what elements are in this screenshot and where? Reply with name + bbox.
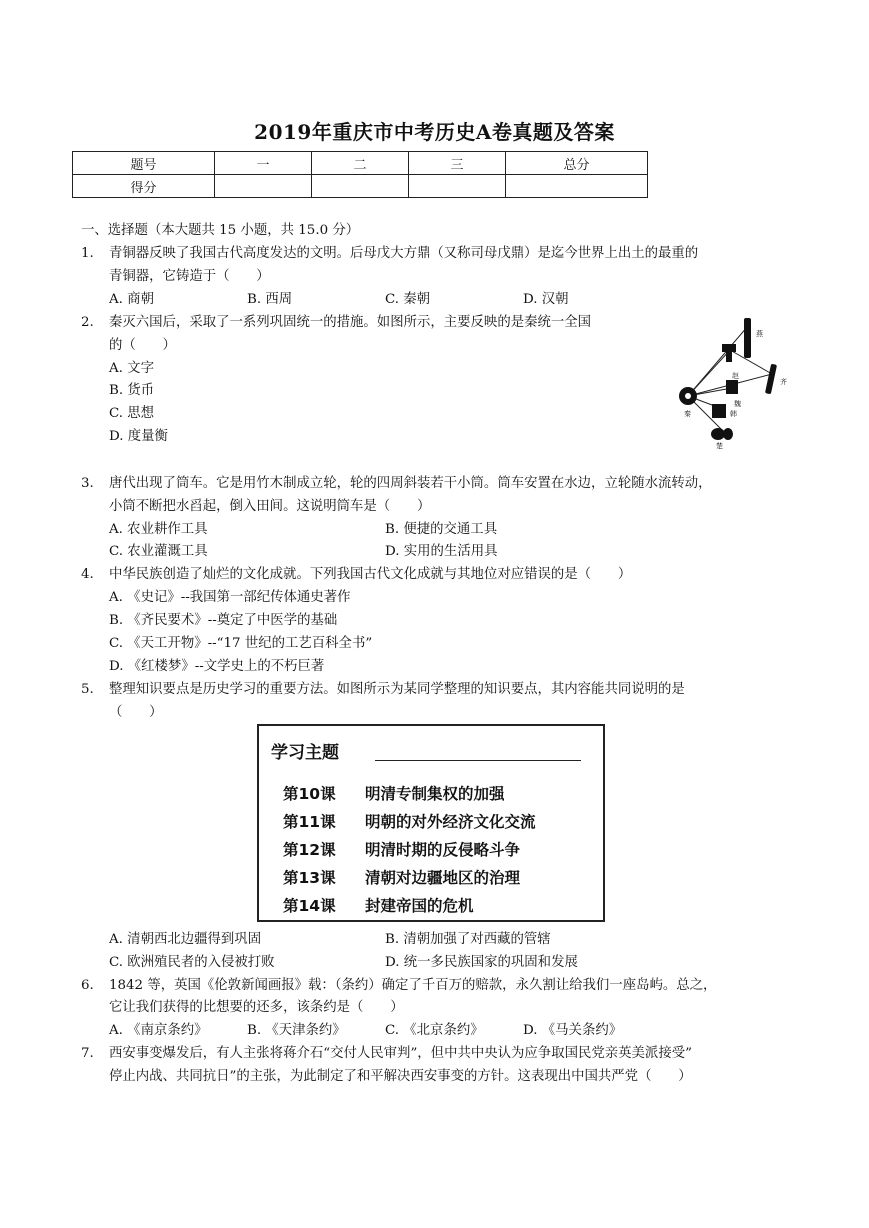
score-header-cell: 一 xyxy=(215,152,312,175)
option-d: D. 实用的生活用具 xyxy=(385,544,498,559)
option-a: A. 文字 xyxy=(109,361,154,376)
question-text: 中华民族创造了灿烂的文化成就。下列我国古代文化成就与其地位对应错误的是（ ） xyxy=(109,567,632,582)
option-b: B. 西周 xyxy=(247,292,293,307)
lesson-number: 第13课 xyxy=(283,869,336,887)
lesson-number: 第11课 xyxy=(283,813,336,831)
option-c: C. 《北京条约》 xyxy=(385,1023,484,1038)
score-row-label: 得分 xyxy=(73,175,215,198)
question-text: 停止内战、共同抗日”的主张，为此制定了和平解决西安事变的方针。这表现出中国共严党（ ） xyxy=(109,1069,692,1084)
question-text: 1842 等，英国《伦敦新闻画报》载：（条约）确定了千百万的赔款，永久割让给我们一座岛屿。总之， xyxy=(109,978,717,993)
lesson-title: 封建帝国的危机 xyxy=(365,897,474,915)
lesson-number: 第14课 xyxy=(283,897,336,915)
option-a: A. 清朝西北边疆得到巩固 xyxy=(109,932,262,947)
option-a: A. 《史记》--我国第一部纪传体通史著作 xyxy=(109,590,351,605)
section-heading: 一、选择题（本大题共 15 小题，共 15.0 分） xyxy=(81,223,360,238)
lesson-row xyxy=(283,838,520,860)
question-text: 的（ ） xyxy=(109,338,176,353)
question-text: 小筒不断把水舀起，倒入田间。这说明筒车是（ ） xyxy=(109,499,431,514)
option-a: A. 商朝 xyxy=(109,292,154,307)
question-text: 秦灭六国后，采取了一系列巩固统一的措施。如图所示，主要反映的是秦统一全国 xyxy=(109,315,592,330)
question-number: 1. xyxy=(81,246,94,261)
question-text: 它让我们获得的比想要的还多，该条约是（ ） xyxy=(109,1000,404,1015)
lesson-title: 明清专制集权的加强 xyxy=(365,785,505,803)
option-d: D. 度量衡 xyxy=(109,429,168,444)
option-c: C. 欧洲殖民者的入侵被打败 xyxy=(109,955,275,970)
lesson-title: 明清时期的反侵略斗争 xyxy=(365,841,521,859)
option-c: C. 《天工开物》--“17 世纪的工艺百科全书” xyxy=(109,636,373,651)
figure-heading: 学习主题 xyxy=(271,743,339,763)
lesson-title: 明朝的对外经济文化交流 xyxy=(365,813,536,831)
lesson-row xyxy=(283,782,505,804)
lesson-number: 第10课 xyxy=(283,785,336,803)
option-d: D. 《马关条约》 xyxy=(523,1023,623,1038)
score-table-header-row xyxy=(73,152,648,175)
question-number: 2. xyxy=(81,315,94,330)
question-number: 6. xyxy=(81,978,94,993)
figure-label: 韩 xyxy=(730,410,737,418)
score-cell xyxy=(409,175,506,198)
question-text: 西安事变爆发后，有人主张将蒋介石“交付人民审判”，但中共中央认为应争取国民党亲英美派接受” xyxy=(109,1046,692,1061)
question-text: （ ） xyxy=(109,705,163,720)
option-c: C. 思想 xyxy=(109,406,155,421)
option-b: B. 《齐民要术》--奠定了中医学的基础 xyxy=(109,613,338,628)
option-a: A. 《南京条约》 xyxy=(109,1023,208,1038)
option-b: B. 清朝加强了对西藏的管辖 xyxy=(385,932,551,947)
figure-label: 魏 xyxy=(734,400,741,408)
figure-label: 燕 xyxy=(756,330,763,338)
study-topic-figure xyxy=(257,724,605,922)
figure-label: 秦 xyxy=(684,410,691,418)
option-d: D. 汉朝 xyxy=(523,292,569,307)
question-number: 5. xyxy=(81,682,94,697)
lesson-row xyxy=(283,866,520,888)
figure-label: 赵 xyxy=(732,372,739,380)
score-header-cell: 总分 xyxy=(506,152,648,175)
score-header-cell: 二 xyxy=(312,152,409,175)
score-table xyxy=(72,151,648,198)
question-text: 青铜器，它铸造于（ ） xyxy=(109,269,270,284)
figure-label: 齐 xyxy=(780,378,787,386)
score-cell xyxy=(312,175,409,198)
score-table-score-row xyxy=(73,175,648,198)
coins-currency-figure xyxy=(672,312,802,452)
figure-label: 楚 xyxy=(716,442,723,450)
score-header-cell: 三 xyxy=(409,152,506,175)
option-b: B. 便捷的交通工具 xyxy=(385,522,498,537)
option-c: C. 秦朝 xyxy=(385,292,431,307)
lesson-title: 清朝对边疆地区的治理 xyxy=(365,869,521,887)
lesson-row xyxy=(283,894,474,916)
score-header-cell: 题号 xyxy=(73,152,215,175)
question-text: 唐代出现了筒车。它是用竹木制成立轮，轮的四周斜装若干小筒。筒车安置在水边，立轮随水流转动， xyxy=(109,476,712,491)
option-c: C. 农业灌溉工具 xyxy=(109,544,208,559)
page-title: 2019年重庆市中考历史A卷真题及答案 xyxy=(254,120,615,144)
score-cell xyxy=(215,175,312,198)
lesson-number: 第12课 xyxy=(283,841,336,859)
option-d: D. 《红楼梦》--文学史上的不朽巨著 xyxy=(109,659,325,674)
blank-underline xyxy=(375,760,581,761)
option-b: B. 《天津条约》 xyxy=(247,1023,346,1038)
question-text: 青铜器反映了我国古代高度发达的文明。后母戊大方鼎（又称司母戊鼎）是迄今世界上出土的最重的 xyxy=(109,246,699,261)
question-text: 整理知识要点是历史学习的重要方法。如图所示为某同学整理的知识要点，其内容能共同说明的是 xyxy=(109,682,685,697)
question-number: 4. xyxy=(81,567,94,582)
question-number: 7. xyxy=(81,1046,94,1061)
option-b: B. 货币 xyxy=(109,383,155,398)
option-a: A. 农业耕作工具 xyxy=(109,522,208,537)
score-cell xyxy=(506,175,648,198)
option-d: D. 统一多民族国家的巩固和发展 xyxy=(385,955,578,970)
lesson-row xyxy=(283,810,536,832)
question-number: 3. xyxy=(81,476,94,491)
